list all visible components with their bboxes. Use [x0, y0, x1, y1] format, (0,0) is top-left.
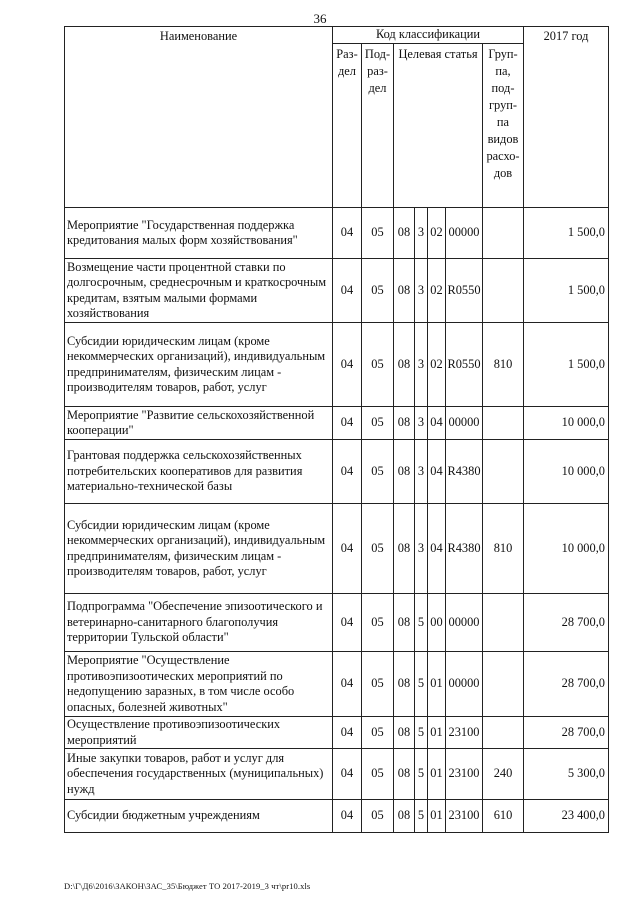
row-target-event: 04 [428, 407, 446, 440]
table-row [65, 594, 609, 652]
row-name: Субсидии бюджетным учреждениям [65, 800, 333, 833]
row-target-direction: R4380 [446, 440, 483, 504]
row-target-event: 02 [428, 259, 446, 323]
row-name: Субсидии юридическим лицам (кроме некоммерческих организаций), индивидуальным предпринимателям, физическим лицам - производителям товаров, работ, услуг [65, 504, 333, 594]
row-section: 04 [333, 407, 362, 440]
row-section: 04 [333, 717, 362, 749]
row-target-event: 02 [428, 323, 446, 407]
row-name: Грантовая поддержка сельскохозяйственных потребительских кооперативов для развития материально-технической базы [65, 440, 333, 504]
row-subsection: 05 [362, 440, 394, 504]
row-amount: 28 700,0 [524, 652, 609, 717]
row-target-direction: 23100 [446, 717, 483, 749]
row-amount: 28 700,0 [524, 717, 609, 749]
row-target-subprogram: 5 [415, 717, 428, 749]
row-amount: 1 500,0 [524, 259, 609, 323]
row-target-subprogram: 5 [415, 652, 428, 717]
row-target-program: 08 [394, 323, 415, 407]
row-name: Мероприятие "Государственная поддержка кредитования малых форм хозяйствования" [65, 208, 333, 259]
table-row [65, 749, 609, 800]
table-row [65, 652, 609, 717]
table-row [65, 440, 609, 504]
header-section: Раз- дел [333, 44, 362, 208]
row-section: 04 [333, 504, 362, 594]
table-row [65, 323, 609, 407]
row-target-program: 08 [394, 407, 415, 440]
row-amount: 10 000,0 [524, 407, 609, 440]
row-name: Иные закупки товаров, работ и услуг для обеспечения государственных (муниципальных) нужд [65, 749, 333, 800]
row-name: Возмещение части процентной ставки по долгосрочным, среднесрочным и краткосрочным кредитам, взятым малыми формами хозяйствования [65, 259, 333, 323]
row-target-program: 08 [394, 440, 415, 504]
row-section: 04 [333, 259, 362, 323]
row-target-direction: R4380 [446, 504, 483, 594]
row-subsection: 05 [362, 717, 394, 749]
row-target-event: 01 [428, 717, 446, 749]
row-target-event: 00 [428, 594, 446, 652]
row-target-event: 01 [428, 800, 446, 833]
row-section: 04 [333, 208, 362, 259]
table-row [65, 800, 609, 833]
row-section: 04 [333, 323, 362, 407]
row-target-event: 04 [428, 440, 446, 504]
row-target-direction: 00000 [446, 652, 483, 717]
budget-table [64, 26, 609, 833]
row-target-program: 08 [394, 652, 415, 717]
row-target-event: 02 [428, 208, 446, 259]
header-code: Код классификации [333, 27, 524, 44]
row-expense-group [483, 594, 524, 652]
row-expense-group: 810 [483, 323, 524, 407]
row-subsection: 05 [362, 800, 394, 833]
row-target-subprogram: 5 [415, 800, 428, 833]
row-subsection: 05 [362, 208, 394, 259]
table-row [65, 259, 609, 323]
row-name: Мероприятие "Осуществление противоэпизоотических мероприятий по недопущению заразных, в том числе особо опасных, болезней животных" [65, 652, 333, 717]
row-amount: 1 500,0 [524, 323, 609, 407]
table-row [65, 208, 609, 259]
row-target-direction: 00000 [446, 594, 483, 652]
row-target-program: 08 [394, 800, 415, 833]
row-expense-group [483, 407, 524, 440]
table-header [65, 27, 609, 208]
row-target-program: 08 [394, 259, 415, 323]
row-target-subprogram: 5 [415, 749, 428, 800]
row-expense-group [483, 652, 524, 717]
page-number: 36 [313, 11, 327, 26]
row-section: 04 [333, 749, 362, 800]
row-target-subprogram: 3 [415, 208, 428, 259]
row-target-program: 08 [394, 208, 415, 259]
row-target-program: 08 [394, 594, 415, 652]
row-target-direction: 00000 [446, 407, 483, 440]
row-amount: 5 300,0 [524, 749, 609, 800]
row-target-direction: 23100 [446, 749, 483, 800]
row-expense-group: 240 [483, 749, 524, 800]
row-expense-group: 610 [483, 800, 524, 833]
footer-file-path: D:\Г\Д6\2016\ЗАКОН\ЗАС_35\Бюджет ТО 2017-2019_3 чт\pr10.xls [64, 881, 311, 891]
table-body [65, 208, 609, 833]
row-amount: 28 700,0 [524, 594, 609, 652]
header-year: 2017 год [524, 27, 609, 208]
row-target-direction: 23100 [446, 800, 483, 833]
header-group: Груп- па, под- груп- па видов расхо- дов [483, 44, 524, 208]
row-name: Субсидии юридическим лицам (кроме некоммерческих организаций), индивидуальным предпринимателям, физическим лицам - производителям товаров, работ, услуг [65, 323, 333, 407]
row-expense-group [483, 208, 524, 259]
row-target-program: 08 [394, 504, 415, 594]
row-expense-group [483, 717, 524, 749]
row-name: Подпрограмма "Обеспечение эпизоотического и ветеринарно-санитарного благополучия территории Тульской области" [65, 594, 333, 652]
row-subsection: 05 [362, 652, 394, 717]
row-target-subprogram: 3 [415, 323, 428, 407]
header-name: Наименование [65, 27, 333, 208]
row-target-program: 08 [394, 749, 415, 800]
row-target-direction: R0550 [446, 323, 483, 407]
row-expense-group [483, 259, 524, 323]
row-section: 04 [333, 440, 362, 504]
row-target-program: 08 [394, 717, 415, 749]
row-subsection: 05 [362, 323, 394, 407]
row-target-direction: 00000 [446, 208, 483, 259]
row-target-subprogram: 3 [415, 259, 428, 323]
row-target-event: 04 [428, 504, 446, 594]
row-target-event: 01 [428, 652, 446, 717]
header-subsection: Под- раз- дел [362, 44, 394, 208]
row-subsection: 05 [362, 594, 394, 652]
row-subsection: 05 [362, 407, 394, 440]
table-row [65, 504, 609, 594]
row-expense-group: 810 [483, 504, 524, 594]
table-row [65, 717, 609, 749]
row-target-subprogram: 3 [415, 440, 428, 504]
row-section: 04 [333, 594, 362, 652]
row-subsection: 05 [362, 749, 394, 800]
row-section: 04 [333, 652, 362, 717]
row-name: Мероприятие "Развитие сельскохозяйственной кооперации" [65, 407, 333, 440]
row-amount: 10 000,0 [524, 440, 609, 504]
row-section: 04 [333, 800, 362, 833]
header-target: Целевая статья [394, 44, 483, 208]
row-amount: 23 400,0 [524, 800, 609, 833]
row-subsection: 05 [362, 259, 394, 323]
row-target-subprogram: 3 [415, 504, 428, 594]
table-row [65, 407, 609, 440]
row-target-subprogram: 3 [415, 407, 428, 440]
row-amount: 1 500,0 [524, 208, 609, 259]
row-target-direction: R0550 [446, 259, 483, 323]
row-amount: 10 000,0 [524, 504, 609, 594]
row-target-subprogram: 5 [415, 594, 428, 652]
row-name: Осуществление противоэпизоотических мероприятий [65, 717, 333, 749]
row-expense-group [483, 440, 524, 504]
row-target-event: 01 [428, 749, 446, 800]
row-subsection: 05 [362, 504, 394, 594]
